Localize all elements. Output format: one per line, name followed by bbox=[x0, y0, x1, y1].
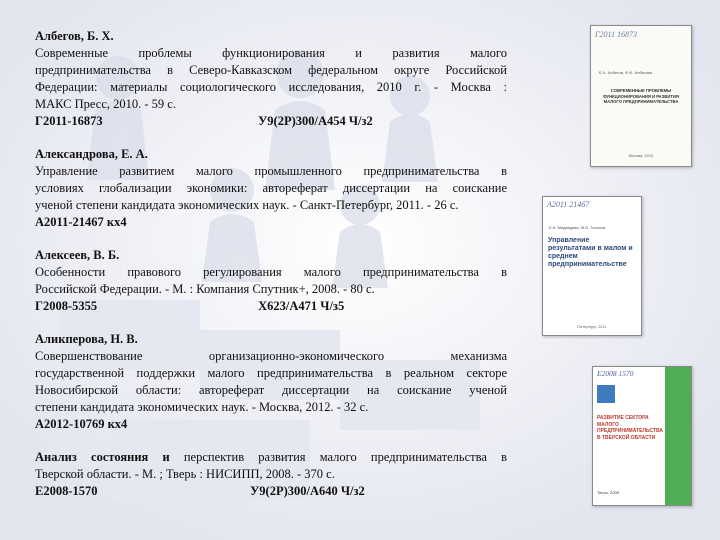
cover-authors: Б.Х. Албегов, Ф.Ф. Албегова bbox=[599, 70, 652, 75]
cover-title: СОВРЕМЕННЫЕ ПРОБЛЕМЫ ФУНКЦИОНИРОВАНИЯ И РАЗВИТИЯ МАЛОГО ПРЕДПРИНИМАТЕЛЬСТВА bbox=[603, 88, 679, 104]
call-number bbox=[35, 214, 507, 231]
book-cover-tver-analysis bbox=[592, 366, 692, 506]
list-item bbox=[35, 449, 507, 500]
cover-city: Москва, 2010 bbox=[628, 153, 654, 158]
list-item bbox=[35, 28, 507, 130]
book-cover-albegov bbox=[590, 25, 692, 167]
entry-line: Управление развитием малого промышленного предпринимательства в bbox=[35, 164, 507, 178]
cover-green-stripe bbox=[665, 367, 691, 505]
classification-code: У9(2Р)300/А640 Ч/з2 bbox=[250, 484, 365, 498]
call-number bbox=[35, 298, 507, 315]
entry-line: государственной поддержки малого предпринимательства в реальном секторе bbox=[35, 366, 507, 380]
entry-author: Алексеев, В. Б. bbox=[35, 248, 120, 262]
shelf-code: А2012-10769 кх4 bbox=[35, 417, 128, 431]
entry-author: Александрова, Е. А. bbox=[35, 147, 148, 161]
shelf-code: Е2008-1570 bbox=[35, 484, 98, 498]
library-stamp: Г2011 16873 bbox=[595, 30, 637, 39]
entry-line: Российской Федерации. - М. : Компания Спутник+, 2008. - 80 с. bbox=[35, 282, 375, 296]
call-number bbox=[35, 483, 507, 500]
cover-logo bbox=[597, 385, 615, 403]
shelf-code: А2011-21467 кх4 bbox=[35, 215, 127, 229]
classification-code: У9(2Р)300/А454 Ч/з2 bbox=[258, 114, 373, 128]
entry-line: Федерации: материалы социологического исследования, 2010 г. - Москва : bbox=[35, 80, 507, 94]
library-stamp: А2011 21467 bbox=[547, 200, 590, 209]
entry-line: ученой степени кандидата экономических наук. - Санкт-Петербург, 2011. - 26 с. bbox=[35, 198, 459, 212]
entry-line bbox=[35, 449, 507, 466]
entry-line: Особенности правового регулирования малого предпринимательства в bbox=[35, 265, 507, 279]
list-item bbox=[35, 331, 507, 433]
entry-line: предпринимательства в Северо-Кавказском федеральном округе Российской bbox=[35, 63, 507, 77]
shelf-code: Г2011-16873 bbox=[35, 114, 103, 128]
library-stamp: Е2008 1570 bbox=[597, 369, 634, 378]
entry-author: Албегов, Б. Х. bbox=[35, 29, 114, 43]
call-number bbox=[35, 113, 507, 130]
classification-code: Х623/А471 Ч/з5 bbox=[258, 299, 345, 313]
shelf-code: Г2008-5355 bbox=[35, 299, 98, 313]
entry-title-lead: Анализ состояния и bbox=[35, 450, 170, 464]
cover-city: Тверь, 2008 bbox=[597, 490, 620, 495]
cover-title: Управление результатами в малом и среднем предпринимательстве bbox=[548, 237, 633, 268]
call-number bbox=[35, 416, 507, 433]
entry-line: МАКС Пресс, 2010. - 59 с. bbox=[35, 97, 176, 111]
entry-line: Совершенствование организационно-экономического механизма bbox=[35, 349, 507, 363]
cover-authors: Е.А. Медведева, М.В. Тихонов bbox=[549, 225, 606, 230]
entry-line: степени кандидата экономических наук. - Москва, 2012. - 32 с. bbox=[35, 400, 369, 414]
list-item bbox=[35, 146, 507, 231]
entry-line: Новосибирской области: автореферат диссертации на соискание ученой bbox=[35, 383, 507, 397]
book-cover-aleksandrova bbox=[542, 196, 642, 336]
entry-author: Аликперова, Н. В. bbox=[35, 332, 138, 346]
bibliography-list bbox=[35, 28, 507, 516]
entry-line: Современные проблемы функционирования и развития малого bbox=[35, 46, 507, 60]
cover-title: РАЗВИТИЕ СЕКТОРА МАЛОГО ПРЕДПРИНИМАТЕЛЬСТВА В ТВЕРСКОЙ ОБЛАСТИ bbox=[597, 415, 663, 441]
entry-line: условиях глобализации экономики: автореферат диссертации на соискание bbox=[35, 181, 507, 195]
cover-city: Петербург, 2011 bbox=[577, 324, 607, 329]
entry-line: Тверской области. - М. ; Тверь : НИСИПП, 2008. - 370 с. bbox=[35, 467, 335, 481]
list-item bbox=[35, 247, 507, 315]
entry-line-text: перспектив развития малого предпринимательства в bbox=[183, 450, 507, 464]
